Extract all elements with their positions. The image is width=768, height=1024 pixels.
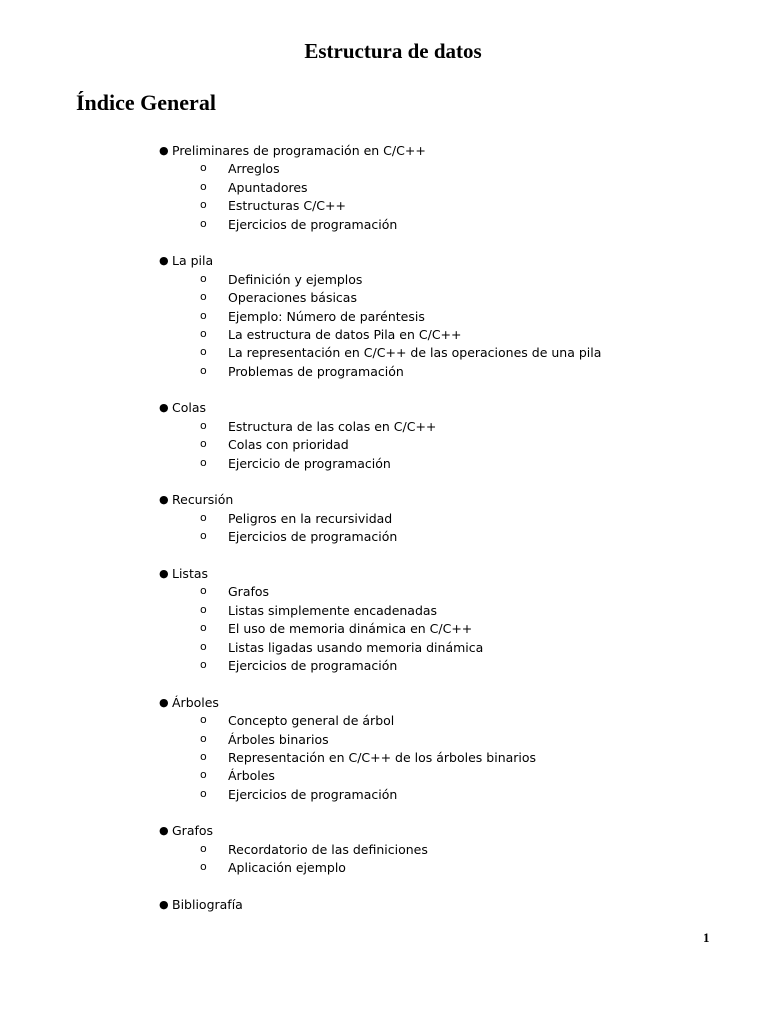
table-of-contents (0, 142, 768, 933)
bullet-circle-icon: o (200, 418, 207, 432)
toc-subitem (0, 767, 768, 785)
toc-subitem (0, 308, 768, 326)
toc-subitem (0, 179, 768, 197)
bullet-circle-icon: o (200, 308, 207, 322)
toc-subitem-label: Arreglos (228, 161, 280, 177)
bullet-circle-icon: o (200, 345, 207, 359)
toc-subitem (0, 583, 768, 601)
toc-subitem (0, 657, 768, 675)
toc-section-title: Bibliografía (172, 897, 243, 913)
document-title: Estructura de datos (304, 39, 482, 63)
toc-section-row (0, 565, 768, 583)
toc-subitem (0, 326, 768, 344)
toc-subitem-label: El uso de memoria dinámica en C/C++ (228, 621, 473, 637)
bullet-circle-icon: o (200, 860, 207, 874)
toc-section-title: Recursión (172, 492, 234, 508)
toc-subitem (0, 749, 768, 767)
toc-subitem-label: Grafos (228, 584, 270, 600)
bullet-circle-icon: o (200, 529, 207, 543)
toc-subitem (0, 455, 768, 473)
toc-subitem (0, 859, 768, 877)
bullet-dot-icon: ● (159, 695, 169, 709)
toc-subitem-label: Ejercicios de programación (228, 657, 398, 673)
bullet-dot-icon: ● (159, 566, 169, 580)
toc-section (0, 399, 768, 473)
toc-subitem (0, 344, 768, 362)
toc-subitem-label: Estructuras C/C++ (228, 198, 346, 214)
toc-section-row (0, 694, 768, 712)
toc-subitem-label: Concepto general de árbol (228, 713, 395, 729)
toc-subitem (0, 160, 768, 178)
toc-section (0, 252, 768, 381)
toc-subitem-label: La estructura de datos Pila en C/C++ (228, 326, 462, 342)
toc-section-title: Grafos (172, 823, 214, 839)
toc-section-row (0, 896, 768, 914)
toc-section-title: Listas (172, 565, 209, 581)
toc-section-row (0, 822, 768, 840)
toc-section-row (0, 399, 768, 417)
bullet-circle-icon: o (200, 713, 207, 727)
toc-subitem (0, 216, 768, 234)
toc-subitem (0, 620, 768, 638)
toc-subitem (0, 712, 768, 730)
bullet-circle-icon: o (200, 749, 207, 763)
bullet-dot-icon: ● (159, 493, 169, 507)
bullet-circle-icon: o (200, 198, 207, 212)
toc-subitem-label: Definición y ejemplos (228, 271, 363, 287)
toc-subitem (0, 731, 768, 749)
bullet-circle-icon: o (200, 841, 207, 855)
toc-section (0, 822, 768, 877)
bullet-circle-icon: o (200, 621, 207, 635)
toc-subitem (0, 289, 768, 307)
bullet-circle-icon: o (200, 455, 207, 469)
toc-subitem (0, 197, 768, 215)
toc-section (0, 565, 768, 675)
toc-section-row (0, 491, 768, 509)
toc-subitem-label: Peligros en la recursividad (228, 510, 393, 526)
toc-subitem-label: Operaciones básicas (228, 290, 357, 306)
toc-section-row (0, 142, 768, 160)
toc-section-row (0, 252, 768, 270)
toc-subitem (0, 841, 768, 859)
bullet-circle-icon: o (200, 326, 207, 340)
toc-subitem-label: Ejercicios de programación (228, 216, 398, 232)
toc-section-title: Colas (172, 400, 207, 416)
bullet-dot-icon: ● (159, 144, 169, 157)
bullet-dot-icon: ● (159, 898, 169, 912)
bullet-circle-icon: o (200, 786, 207, 800)
toc-subitem (0, 639, 768, 657)
toc-section (0, 896, 768, 914)
toc-subitem-label: Árboles (228, 768, 275, 784)
toc-subitem (0, 418, 768, 436)
bullet-circle-icon: o (200, 290, 207, 304)
toc-section (0, 142, 768, 234)
toc-subitem-label: Listas ligadas usando memoria dinámica (228, 639, 484, 655)
toc-section-title: La pila (172, 253, 214, 269)
bullet-circle-icon: o (200, 731, 207, 745)
bullet-circle-icon: o (200, 584, 207, 598)
toc-subitem (0, 602, 768, 620)
toc-subitem (0, 528, 768, 546)
toc-subitem-label: Árboles binarios (228, 731, 329, 747)
page-number: 1 (703, 930, 710, 945)
bullet-circle-icon: o (200, 768, 207, 782)
toc-subitem (0, 786, 768, 804)
bullet-circle-icon: o (200, 216, 207, 230)
bullet-circle-icon: o (200, 179, 207, 193)
bullet-circle-icon: o (200, 510, 207, 524)
toc-section (0, 694, 768, 804)
bullet-circle-icon: o (200, 161, 207, 175)
bullet-circle-icon: o (200, 639, 207, 653)
bullet-circle-icon: o (200, 363, 207, 377)
bullet-dot-icon: ● (159, 254, 169, 268)
bullet-dot-icon: ● (159, 824, 169, 838)
toc-subitem-label: Recordatorio de las definiciones (228, 841, 428, 857)
toc-subitem (0, 510, 768, 528)
toc-subitem-label: Listas simplemente encadenadas (228, 602, 438, 618)
bullet-circle-icon: o (200, 271, 207, 285)
toc-subitem (0, 271, 768, 289)
toc-subitem-label: Ejercicios de programación (228, 786, 398, 802)
toc-section-title: Preliminares de programación en C/C++ (172, 143, 426, 158)
toc-subitem-label: Estructura de las colas en C/C++ (228, 418, 437, 434)
toc-section (0, 491, 768, 546)
toc-subitem-label: La representación en C/C++ de las operaciones de una pila (228, 345, 602, 361)
bullet-dot-icon: ● (159, 401, 169, 415)
toc-subitem-label: Ejemplo: Número de paréntesis (228, 308, 425, 324)
toc-subitem-label: Aplicación ejemplo (228, 860, 346, 876)
toc-subitem-label: Ejercicio de programación (228, 455, 391, 471)
toc-subitem (0, 436, 768, 454)
toc-section-title: Árboles (172, 694, 219, 710)
bullet-circle-icon: o (200, 437, 207, 451)
bullet-circle-icon: o (200, 602, 207, 616)
toc-subitem-label: Apuntadores (228, 179, 308, 195)
toc-subitem-label: Colas con prioridad (228, 437, 349, 453)
toc-subitem (0, 363, 768, 381)
toc-subitem-label: Problemas de programación (228, 363, 404, 379)
toc-subitem-label: Ejercicios de programación (228, 529, 398, 545)
toc-heading: Índice General (76, 90, 216, 115)
bullet-circle-icon: o (200, 657, 207, 671)
toc-subitem-label: Representación en C/C++ de los árboles binarios (228, 749, 537, 765)
